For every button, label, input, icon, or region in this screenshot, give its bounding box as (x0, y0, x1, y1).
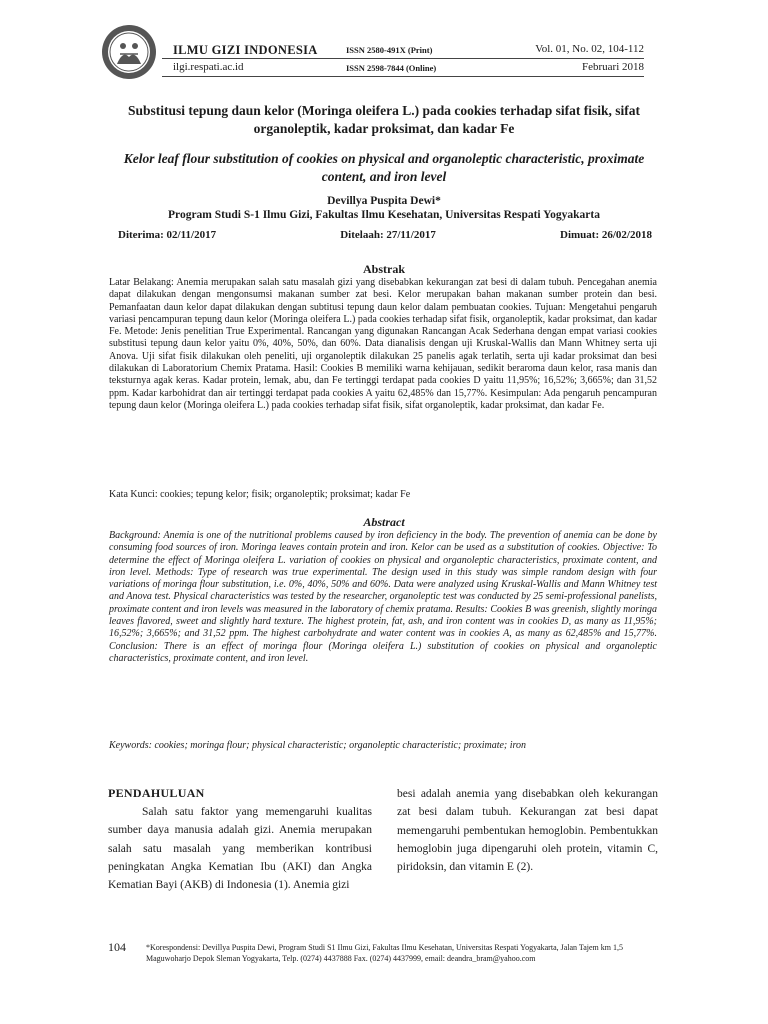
issue-date: Februari 2018 (581, 61, 644, 73)
date-reviewed: Ditelaah: 27/11/2017 (340, 229, 436, 241)
title-indonesian: Substitusi tepung daun kelor (Moringa oleifera L.) pada cookies terhadap sifat fisik, sifat organoleptik, kadar proksimat, dan kadar Fe (127, 103, 641, 136)
title-english: Kelor leaf flour substitution of cookies on physical and organoleptic characteristic, proximate content, and iron level (123, 151, 645, 184)
abstract-body-en: Background: Anemia is one of the nutritional problems caused by iron deficiency in the body. The prevention of anemia can be done by consuming food sources of iron. Moringa leaves contain protein and iron. Kelor can be used as a substitution of cookies. Objective: To determine the effect of Moringa oleifera L. variation of cookies on physical and organoleptic characteristics, proximate content, and iron level. Methods: Type of research was true experimental. The design used in this study was simple random design with four variations of moringa flour substitution, i.e. 0%, 40%, 50% and 60%. Data were analyzed using Kruskal-Wallis and Mann Whitney test and Anova test. Physical characteristics was tested by the researcher, organoleptic test was conducted by 25 semi-professional panelists, proximate content and iron levels was measured in the laboratory of chemix pratama. Results: Cookies B was greenish, slightly moringa leaves flavored, sweet and slightly hard texture. The highest protein, fat, ash, and iron content was in cookies D, as many as 11,95%; 16,52%; 3,665%; and 31,52 ppm. The highest carbohydrate and water content was in cookies A, as many as 62,485% and 15,77%. Conclusion: There is an effect of moringa flour (Moringa oleifera L.) substitution of cookies on physical and organoleptic characteristics, proximate content, and iron level. (109, 530, 657, 664)
keywords-en: Keywords: cookies; moringa flour; physical characteristic; organoleptic characteristic; proximate; iron (109, 740, 527, 751)
date-received: Diterima: 02/11/2017 (118, 229, 217, 241)
section-heading-introduction: PENDAHULUAN (108, 786, 205, 800)
header-divider-bottom (162, 76, 644, 77)
page-number: 104 (108, 940, 126, 954)
keywords-id: Kata Kunci: cookies; tepung kelor; fisik; organoleptik; proksimat; kadar Fe (109, 489, 411, 500)
journal-seal-icon (101, 24, 157, 80)
correspondence-footnote: *Korespondensi: Devillya Puspita Dewi, Program Studi S1 Ilmu Gizi, Fakultas Ilmu Kesehatan, Universitas Respati Yogyakarta, Jalan Tajem km 1,5 Maguwoharjo Depok Sleman Yogyakarta, Telp. (0274) 4437888 Fax. (0274) 4437999, email: deandra_bram@yahoo.com (146, 943, 624, 963)
header-divider-top (162, 58, 644, 59)
abstract-heading-en: Abstract (363, 515, 405, 529)
issn-print: ISSN 2580-491X (Print) (346, 45, 433, 55)
abstract-heading-id: Abstrak (362, 262, 405, 276)
journal-name: ILMU GIZI INDONESIA (173, 43, 318, 57)
issn-online: ISSN 2598-7844 (Online) (346, 63, 437, 73)
intro-column-left: Salah satu faktor yang memengaruhi kualitas sumber daya manusia adalah gizi. Anemia merupakan salah satu masalah yang memberikan kontribusi peningkatan Angka Kematian Ibu (AKI) dan Angka Kematian Bayi (AKB) di Indonesia (1). Anemia gizi (108, 806, 372, 892)
journal-url[interactable]: ilgi.respati.ac.id (173, 61, 244, 73)
date-accepted: Dimuat: 26/02/2018 (560, 229, 652, 241)
author-affiliation: Program Studi S-1 Ilmu Gizi, Fakultas Ilmu Kesehatan, Universitas Respati Yogyakarta (168, 209, 600, 221)
submission-dates (118, 229, 652, 241)
abstract-body-id: Latar Belakang: Anemia merupakan salah satu masalah gizi yang disebabkan kekurangan zat besi di dalam tubuh. Pencegahan anemia dapat dilakukan dengan mengonsumsi makanan sumber zat besi. Kelor merupakan bahan makanan sumber protein dan besi. Pemanfaatan daun kelor dapat dilakukan dengan subtitusi tepung daun kelor dalam pembuatan cookies. Tujuan: Mengetahui pengaruh variasi pencampuran tepung daun kelor (Moringa oleifera L.) pada cookies terhadap sifat fisik, organoleptik, kadar proksimat, dan kadar Fe. Metode: Jenis penelitian True Experimental. Rancangan yang digunakan Rancangan Acak Sederhana dengan empat variasi cookies substitusi tepung daun kelor yaitu 0%, 40%, 50%, dan 60%. Data dianalisis dengan uji Kruskal-Wallis dan Mann Whitney serta uji Anova. Uji sifat fisik dilakukan oleh peneliti, uji organoleptik dilakukan 25 panelis agak terlatih, serta uji kadar proksimat dan besi dilakukan di Laboratorium Chemix Pratama. Hasil: Cookies B memiliki warna kehijauan, sedikit beraroma daun kelor, rasa manis dan teksturnya agak keras. Kadar protein, lemak, abu, dan Fe tertinggi terdapat pada cookies D yaitu 11,95%; 16,52%; 3,665%; dan 31,52 ppm. Kadar karbohidrat dan air tertinggi terdapat pada cookies A yaitu 62,485% dan 15,77%. Kesimpulan: Ada pengaruh pencampuran tepung daun kelor (Moringa oleifera L.) pada cookies terhadap sifat fisik, sifat organoleptik, kadar proksimat, dan kadar Fe. (109, 277, 657, 411)
author-name: Devillya Puspita Dewi* (327, 195, 441, 207)
intro-column-right: besi adalah anemia yang disebabkan oleh kekurangan zat besi dalam tubuh. Kekurangan zat besi dapat memengaruhi pembentukan hemoglobin. Pembentukkan hemoglobin juga dipengaruhi oleh protein, vitamin C, piridoksin, dan vitamin E (2). (397, 788, 658, 874)
volume-info: Vol. 01, No. 02, 104-112 (535, 43, 644, 55)
